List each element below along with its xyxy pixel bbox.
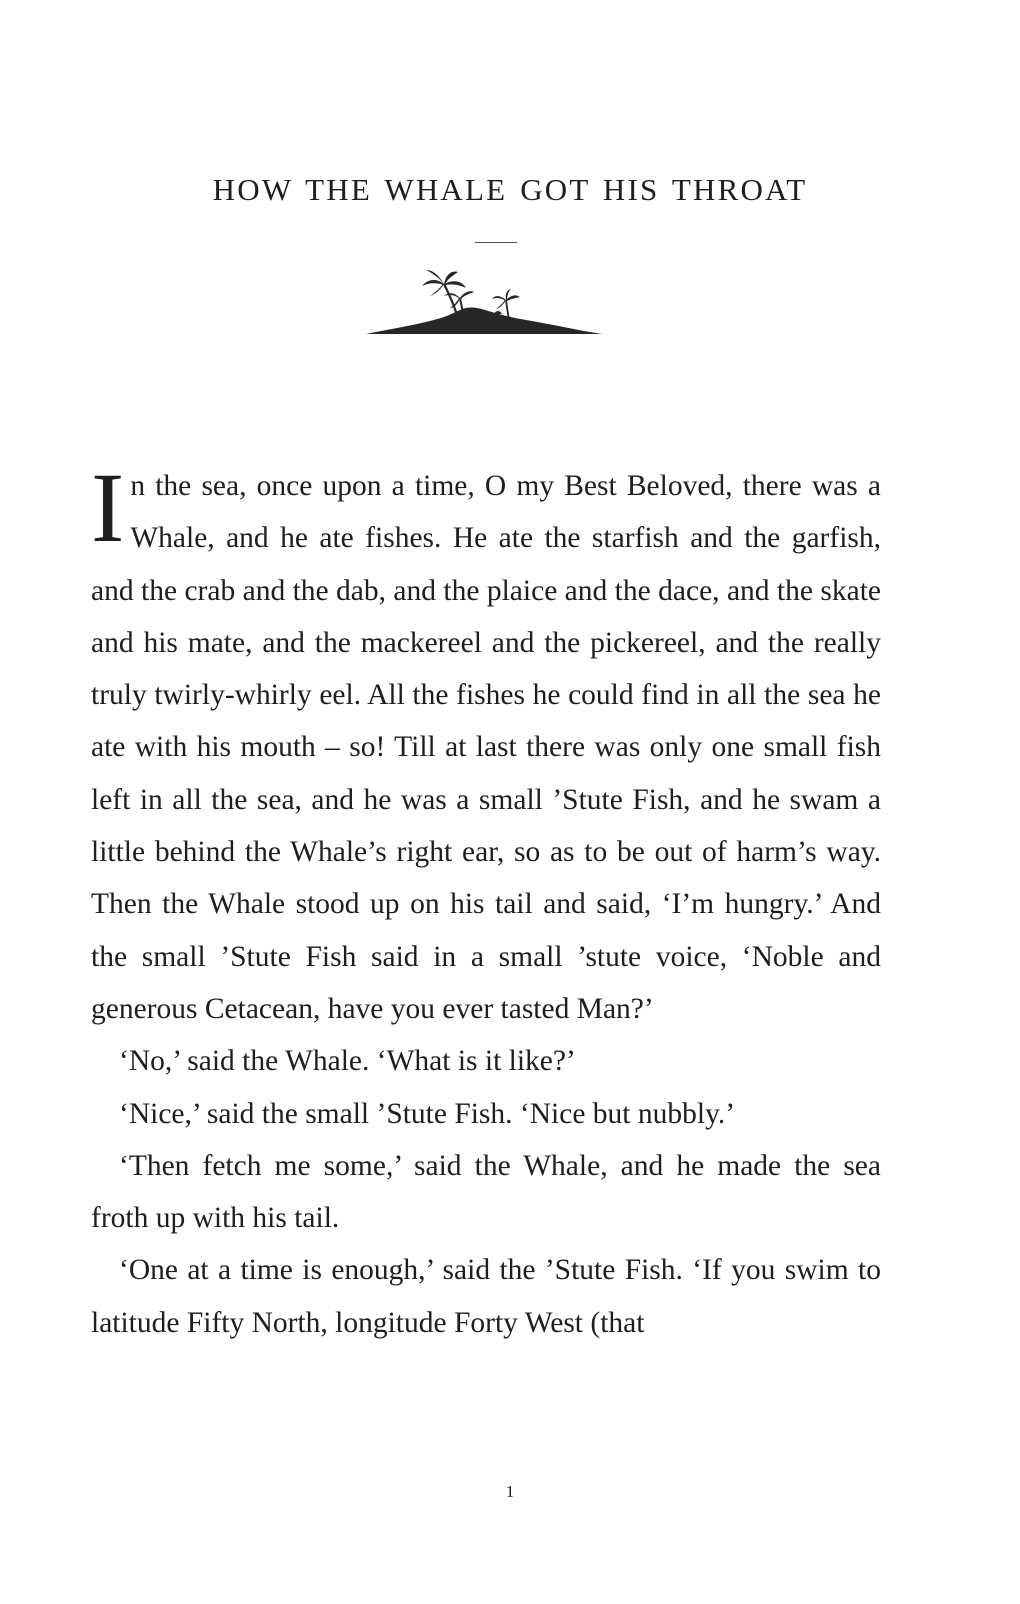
chapter-title: HOW THE WHALE GOT HIS THROAT: [212, 172, 808, 207]
paragraph: [91, 452, 881, 1035]
paragraph: ‘One at a time is enough,’ said the ’Stute Fish. ‘If you swim to latitude Fifty North, longitude Forty West (that: [91, 1254, 881, 1339]
paragraph: ‘No,’ said the Whale. ‘What is it like?’: [119, 1045, 576, 1078]
title-divider: [475, 242, 517, 243]
chapter-body: [91, 452, 881, 1349]
paragraph-text: n the sea, once upon a time, O my Best Beloved, there was a Whale, and he ate fishes. He ate the starfish and the garfish, and the crab and the dab, and the plaice and the dace, and the skate and his mate, and the mackereel and the pickereel, and the really truly twirly-whirly eel. All the fishes he could find in all the sea he ate with his mouth – so! Till at last there was only one small fish left in all the sea, and he was a small ’Stute Fish, and he swam a little behind the Whale’s right ear, so as to be out of harm’s way. Then the Whale stood up on his tail and said, ‘I’m hungry.’ And the small ’Stute Fish said in a small ’stute voice, ‘Noble and generous Cetacean, have you ever tasted Man?’: [91, 470, 881, 1025]
drop-cap: I: [91, 452, 125, 563]
paragraph: ‘Then fetch me some,’ said the Whale, and he made the sea froth up with his tail.: [91, 1149, 881, 1235]
page-number: 1: [505, 1482, 515, 1501]
island-with-palm-trees-icon: [366, 268, 602, 340]
paragraph: ‘Nice,’ said the small ’Stute Fish. ‘Nice but nubbly.’: [119, 1097, 736, 1130]
